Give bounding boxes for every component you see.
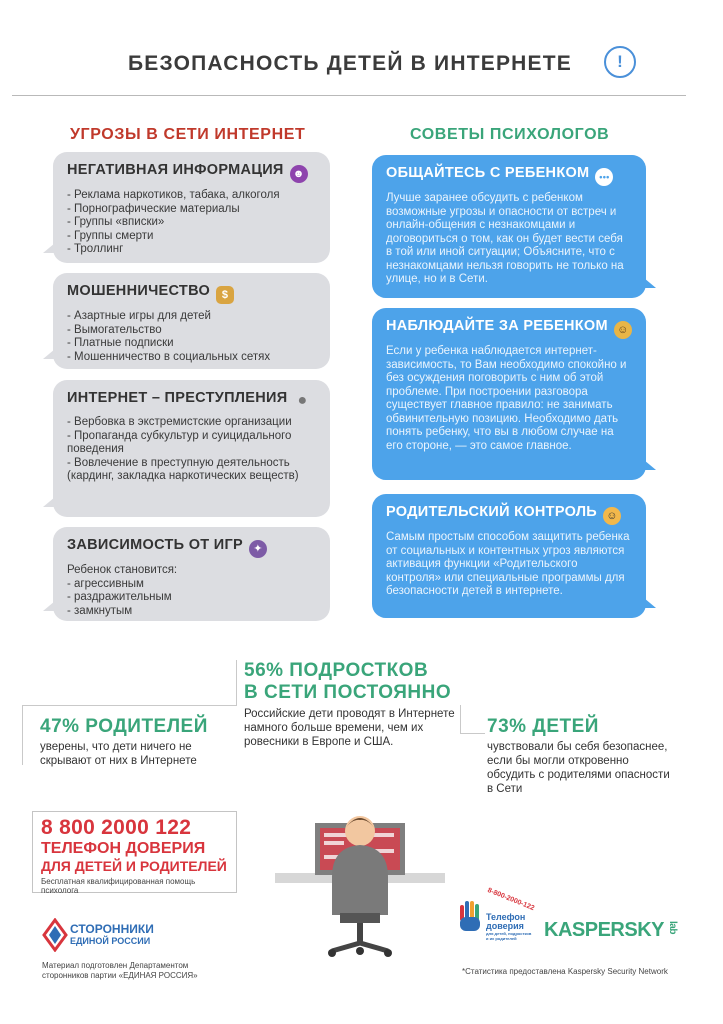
- advice-text: Если у ребенка наблюдается интернет-зависимость, то Вам необходимо спокойно и без осуждения поговорить с ним об этой проблеме. При построении разговора существует главное правило: не занимать обвинительную позицию. Необходимо дать понять ребенку, что вы в любом случае на его стороне, — это самое главное.: [386, 345, 627, 452]
- list-item: - Азартные игры для детей: [67, 310, 211, 322]
- list-item: - раздражительным: [67, 591, 172, 603]
- trust-phone-logo: 8-800-2000-122 Телефон доверия для детей, подростков и их родителей: [455, 885, 545, 955]
- hotline-note: Бесплатная квалифицированная помощь психолога: [41, 877, 196, 895]
- stat-text: Российские дети проводят в Интернете намного больше времени, чем их ровесники в Европе и США.: [244, 708, 455, 748]
- stat-heading: 47% РОДИТЕЛЕЙ: [40, 716, 208, 737]
- material-note: Материал подготовлен Департаментом сторонников партии «ЕДИНАЯ РОССИЯ»: [42, 961, 198, 980]
- game-monster-icon: ✦: [249, 540, 267, 558]
- threat-card-negative-info: [53, 152, 330, 263]
- threats-heading: УГРОЗЫ В СЕТИ ИНТЕРНЕТ: [70, 126, 306, 143]
- advice-card-parental-control: [372, 494, 646, 618]
- threat-title: МОШЕННИЧЕСТВО: [67, 283, 211, 299]
- hand-icon: [457, 899, 485, 933]
- list-item: - Порнографические материалы: [67, 202, 240, 215]
- threat-title: ЗАВИСИМОСТЬ ОТ ИГР: [67, 537, 243, 553]
- party-logo-icon: [42, 918, 68, 952]
- advice-title: НАБЛЮДАЙТЕ ЗА РЕБЕНКОМ: [386, 318, 608, 334]
- money-bag-icon: $: [216, 286, 234, 304]
- stat-children: [487, 716, 677, 796]
- advice-card-observe: [372, 308, 646, 480]
- list-item: - Мошенничество в социальных сетях: [67, 350, 271, 363]
- hotline-number[interactable]: 8 800 2000 122: [41, 816, 192, 839]
- hotline-sub: ДЛЯ ДЕТЕЙ И РОДИТЕЛЕЙ: [41, 858, 227, 874]
- stat-text: уверены, что дети ничего не скрывают от них в Интернете: [40, 741, 197, 767]
- list-item: - замкнутым: [67, 604, 133, 617]
- devil-emoji-icon: ☻: [290, 165, 308, 183]
- list-item: - Группы смерти: [67, 229, 154, 242]
- list-item: - агрессивным: [67, 577, 144, 590]
- list-item: - Реклама наркотиков, табака, алкоголя: [67, 189, 280, 201]
- advice-heading: СОВЕТЫ ПСИХОЛОГОВ: [410, 126, 610, 143]
- exclamation-circle-icon: !: [604, 46, 636, 78]
- hotline-box: [32, 811, 237, 893]
- person-silhouette-icon: ●: [297, 392, 308, 409]
- speech-bubble-icon: •••: [595, 168, 613, 186]
- glasses-emoji-icon: ☺: [603, 507, 621, 525]
- child-at-computer-illustration: [270, 805, 450, 960]
- stat-teens: [244, 660, 474, 749]
- kaspersky-logo: KASPERSKY lab: [544, 919, 678, 941]
- timeline-line: [22, 705, 237, 706]
- advice-text: Самым простым способом защитить ребенка от социальных и контентных угроз являются активация функции «Родительского контроля» или специальные программы для безопасности детей в интернете.: [386, 531, 630, 597]
- list-item: - Группы «вписки»: [67, 216, 165, 228]
- timeline-line: [236, 660, 237, 706]
- list-item: Ребенок становится:: [67, 564, 178, 576]
- stat-text: чувствовали бы себя безопаснее, если бы могли откровенно обсудить с родителями опасности в Сети: [487, 741, 670, 795]
- list-item: - Троллинг: [67, 243, 124, 255]
- list-item: - Пропаганда субкультур и суицидального поведения: [67, 429, 292, 455]
- advice-card-communicate: [372, 155, 646, 298]
- threat-title: НЕГАТИВНАЯ ИНФОРМАЦИЯ: [67, 162, 284, 178]
- stat-heading: 56% ПОДРОСТКОВ: [244, 660, 429, 681]
- threat-card-internet-crimes: [53, 380, 330, 517]
- threat-card-game-addiction: [53, 527, 330, 621]
- header-divider: [12, 95, 686, 96]
- timeline-line: [22, 705, 23, 765]
- stat-heading: В СЕТИ ПОСТОЯННО: [244, 682, 452, 703]
- hotline-name: ТЕЛЕФОН ДОВЕРИЯ: [41, 840, 206, 857]
- threat-title: ИНТЕРНЕТ – ПРЕСТУПЛЕНИЯ: [67, 390, 288, 406]
- advice-title: ОБЩАЙТЕСЬ С РЕБЕНКОМ: [386, 165, 590, 181]
- stats-source-note: *Статистика предоставлена Kaspersky Security Network: [462, 967, 668, 976]
- threat-card-fraud: [53, 273, 330, 369]
- list-item: - Вовлечение в преступную деятельность (кардинг, закладка наркотических веществ): [67, 456, 299, 482]
- stat-heading: 73% ДЕТЕЙ: [487, 716, 599, 737]
- list-item: - Вымогательство: [67, 323, 162, 336]
- detective-emoji-icon: ☺: [614, 321, 632, 339]
- party-logo-text: СТОРОННИКИ ЕДИНОЙ РОССИИ: [70, 922, 154, 946]
- stat-parents: [40, 716, 230, 768]
- list-item: - Платные подписки: [67, 337, 174, 349]
- advice-text: Лучше заранее обсудить с ребенком возможные угрозы и опасности от встреч и онлайн-общения с незнакомцами и договориться о том, как он будет вести себя в той или иной ситуации; Объясните, что с незнакомцами нельзя говорить не только на улице, но и в Сети.: [386, 192, 624, 285]
- list-item: - Вербовка в экстремистские организации: [67, 416, 292, 428]
- page-title: БЕЗОПАСНОСТЬ ДЕТЕЙ В ИНТЕРНЕТЕ: [128, 52, 572, 75]
- advice-title: РОДИТЕЛЬСКИЙ КОНТРОЛЬ: [386, 504, 598, 520]
